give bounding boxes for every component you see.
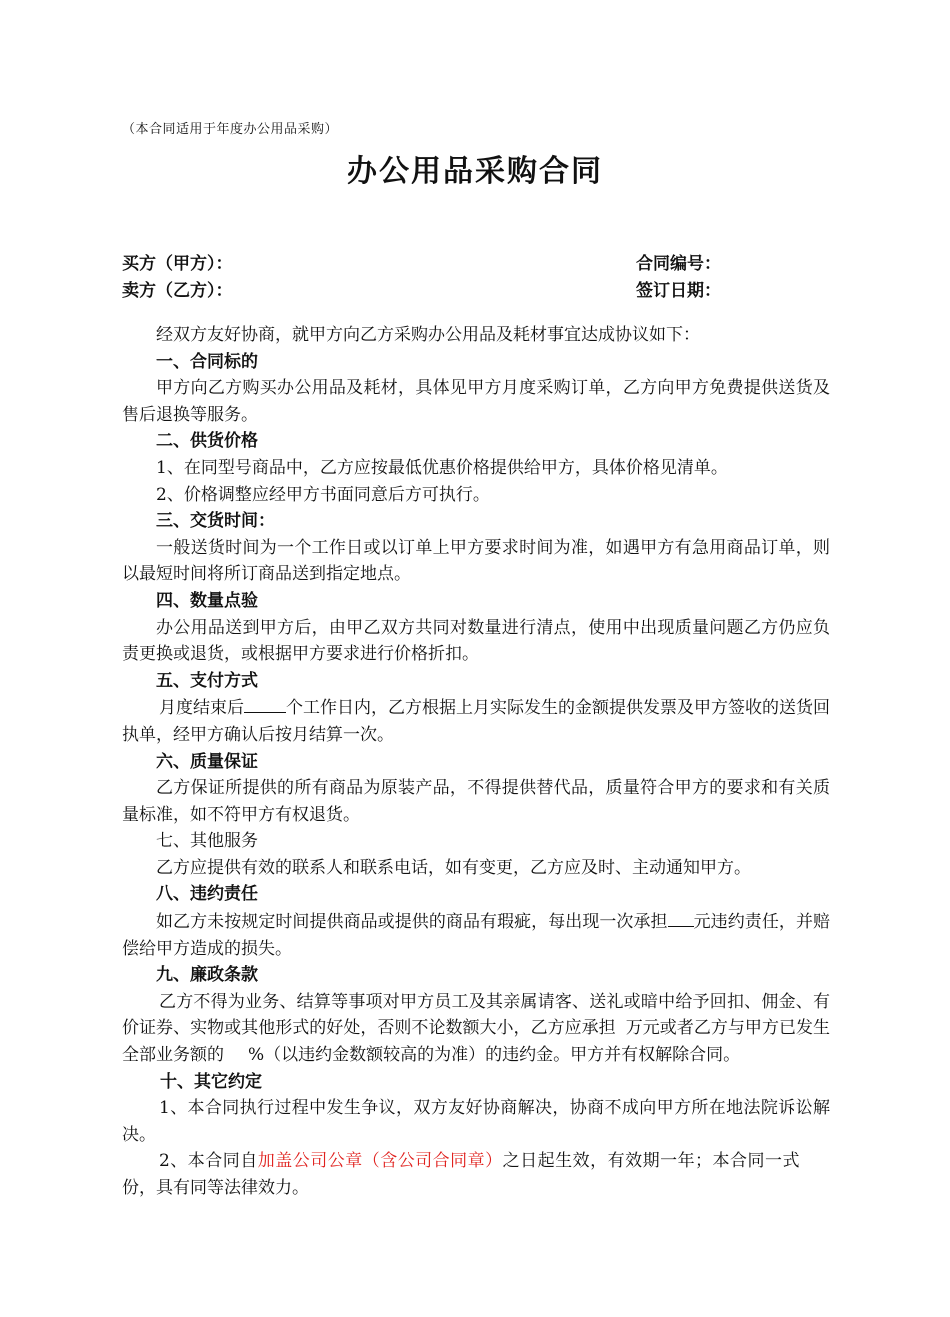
penalty-text-after: 元违约责任，并赔偿给甲方造成的损失。 — [122, 912, 830, 959]
section-heading-9: 九、廉政条款 — [156, 965, 258, 986]
company-seal-highlight: 加盖公司公章（含公司合同章） — [257, 1151, 503, 1172]
intro-paragraph: 经双方友好协商，就甲方向乙方采购办公用品及耗材事宜达成协议如下： — [156, 325, 700, 345]
applicability-note: （本合同适用于年度办公用品采购） — [122, 122, 339, 137]
buyer-row — [122, 249, 828, 275]
section-heading-7: 七、其他服务 — [156, 831, 258, 852]
integrity-text-mid: 万元或者乙方与甲方已发生全部业务额的 — [122, 1018, 831, 1066]
section-heading-5: 五、支付方式 — [156, 670, 258, 691]
section-heading-6: 六、质量保证 — [156, 751, 258, 772]
payment-days-blank[interactable] — [244, 694, 286, 713]
section-heading-1: 一、合同标的 — [156, 351, 258, 372]
payment-text-after: 个工作日内，乙方根据上月实际发生的金额提供发票及甲方签收的送货回执单，经甲方确认后按月结算一次。 — [122, 698, 830, 745]
contract-number-label: 合同编号： — [636, 254, 721, 274]
section-heading-10: 十、其它约定 — [160, 1071, 262, 1092]
effective-text-end: 份，具有同等法律效力。 — [122, 1178, 309, 1198]
section-text-9 — [122, 989, 830, 1069]
section-text-6: 乙方保证所提供的所有商品为原装产品，不得提供替代品，质量符合甲方的要求和有关质量标准，如不符甲方有权退货。 — [122, 778, 830, 825]
seller-row — [122, 276, 828, 302]
section-heading-4: 四、数量点验 — [156, 590, 258, 611]
section-2-clause-2: 2、价格调整应经甲方书面同意后方可执行。 — [156, 484, 490, 505]
penalty-amount-blank[interactable] — [668, 908, 694, 927]
section-text-7: 乙方应提供有效的联系人和联系电话，如有变更，乙方应及时、主动通知甲方。 — [156, 857, 751, 878]
section-text-5 — [122, 694, 830, 748]
section-10-clause-1: 1、本合同执行过程中发生争议，双方友好协商解决，协商不成向甲方所在地法院诉讼解决。 — [122, 1098, 830, 1145]
effective-text-before: 2、本合同自 — [159, 1151, 258, 1172]
section-heading-3: 三、交货时间： — [156, 511, 275, 532]
section-heading-2: 二、供货价格 — [156, 431, 258, 452]
section-heading-8: 八、违约责任 — [156, 884, 258, 905]
contract-title: 办公用品采购合同 — [347, 154, 603, 189]
section-text-4: 办公用品送到甲方后，由甲乙双方共同对数量进行清点，使用中出现质量问题乙方仍应负责更换或退货，或根据甲方要求进行价格折扣。 — [122, 617, 830, 665]
section-2-clause-1: 1、在同型号商品中，乙方应按最低优惠价格提供给甲方，具体价格见清单。 — [156, 457, 728, 478]
section-text-3: 一般送货时间为一个工作日或以订单上甲方要求时间为准，如遇甲方有急用商品订单，则以最短时间将所订商品送到指定地点。 — [122, 537, 830, 585]
contract-body — [122, 322, 830, 1202]
section-text-1: 甲方向乙方购买办公用品及耗材，具体见甲方月度采购订单，乙方向甲方免费提供送货及售后退换等服务。 — [122, 378, 830, 425]
sign-date-label: 签订日期： — [636, 281, 721, 301]
buyer-label: 买方（甲方）： — [122, 254, 233, 274]
integrity-text-before: 乙方不得为业务、结算等事项对甲方员工及其亲属请客、送礼或暗中给予回扣、佣金、有价证券、实物或其他形式的好处，否则不论数额大小，乙方应承担 — [122, 991, 830, 1039]
seller-label: 卖方（乙方）： — [122, 281, 233, 301]
effective-text-after: 之日起生效，有效期一年；本合同一式 — [502, 1151, 801, 1172]
payment-text-before: 月度结束后 — [159, 698, 244, 719]
integrity-text-after: %（以违约金数额较高的为准）的违约金。甲方并有权解除合同。 — [248, 1045, 741, 1066]
section-text-8 — [122, 908, 830, 962]
penalty-text-before: 如乙方未按规定时间提供商品或提供的商品有瑕疵，每出现一次承担 — [156, 912, 668, 933]
section-10-clause-2 — [122, 1148, 830, 1201]
